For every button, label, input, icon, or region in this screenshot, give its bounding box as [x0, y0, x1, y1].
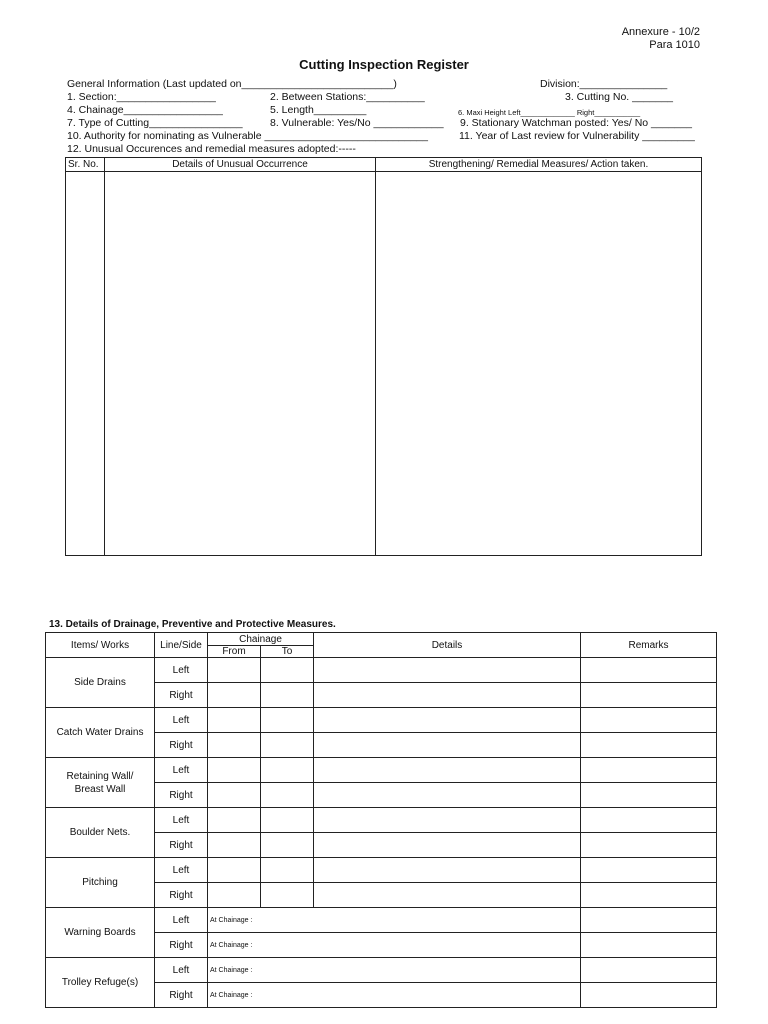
occurrence-details-cell[interactable] [105, 172, 376, 556]
remarks-cell[interactable] [581, 758, 717, 783]
side-left: Left [155, 908, 208, 933]
table-row [46, 858, 717, 883]
table-row [46, 958, 717, 983]
side-right: Right [155, 883, 208, 908]
from-cell[interactable] [208, 808, 261, 833]
remarks-cell[interactable] [581, 658, 717, 683]
annexure-label: Annexure - 10/2 [621, 26, 700, 38]
side-left: Left [155, 858, 208, 883]
from-cell[interactable] [208, 733, 261, 758]
occurrence-table [65, 157, 702, 556]
details-cell[interactable] [314, 708, 581, 733]
chainage-field: 4. Chainage_________________ [67, 104, 223, 116]
table-row [46, 808, 717, 833]
to-cell[interactable] [261, 833, 314, 858]
side-right: Right [155, 833, 208, 858]
remarks-cell[interactable] [581, 733, 717, 758]
from-cell[interactable] [208, 858, 261, 883]
details-cell[interactable] [314, 758, 581, 783]
to-cell[interactable] [261, 733, 314, 758]
from-cell[interactable] [208, 783, 261, 808]
from-cell[interactable] [208, 708, 261, 733]
remarks-cell[interactable] [581, 708, 717, 733]
item-warning-boards: Warning Boards [46, 908, 155, 958]
remarks-cell[interactable] [581, 908, 717, 933]
remarks-cell[interactable] [581, 683, 717, 708]
drainage-header-row [46, 633, 717, 646]
to-cell[interactable] [261, 883, 314, 908]
details-cell[interactable] [314, 833, 581, 858]
item-side-drains: Side Drains [46, 658, 155, 708]
remarks-cell[interactable] [581, 833, 717, 858]
item-boulder-nets: Boulder Nets. [46, 808, 155, 858]
cutting-no-field: 3. Cutting No. _______ [565, 91, 673, 103]
between-stations-field: 2. Between Stations:__________ [270, 91, 425, 103]
side-left: Left [155, 708, 208, 733]
last-review-field: 11. Year of Last review for Vulnerability _________ [459, 130, 695, 142]
items-works-header: Items/ Works [46, 633, 155, 658]
at-chainage-cell[interactable]: At Chainage : [208, 933, 581, 958]
authority-field: 10. Authority for nominating as Vulnerable ____________________________ [67, 130, 428, 142]
side-left: Left [155, 808, 208, 833]
line-side-header: Line/Side [155, 633, 208, 658]
to-cell[interactable] [261, 858, 314, 883]
at-chainage-cell[interactable]: At Chainage : [208, 958, 581, 983]
general-info-line: General Information (Last updated on__________________________) [67, 78, 397, 90]
occurrence-details-header: Details of Unusual Occurrence [105, 158, 376, 172]
vulnerable-field: 8. Vulnerable: Yes/No ____________ [270, 117, 444, 129]
chainage-header: Chainage [208, 633, 314, 646]
table-row [46, 758, 717, 783]
to-cell[interactable] [261, 783, 314, 808]
remarks-cell[interactable] [581, 858, 717, 883]
to-cell[interactable] [261, 683, 314, 708]
occurrence-header-row [66, 158, 702, 172]
item-pitching: Pitching [46, 858, 155, 908]
side-right: Right [155, 933, 208, 958]
remarks-cell[interactable] [581, 933, 717, 958]
details-header: Details [314, 633, 581, 658]
at-chainage-cell[interactable]: At Chainage : [208, 908, 581, 933]
remedial-measures-header: Strengthening/ Remedial Measures/ Action taken. [376, 158, 702, 172]
side-right: Right [155, 783, 208, 808]
remarks-cell[interactable] [581, 783, 717, 808]
sr-no-header: Sr. No. [66, 158, 105, 172]
sr-no-cell[interactable] [66, 172, 105, 556]
to-cell[interactable] [261, 808, 314, 833]
side-left: Left [155, 958, 208, 983]
details-cell[interactable] [314, 783, 581, 808]
drainage-table [45, 632, 717, 1008]
section-field: 1. Section:_________________ [67, 91, 216, 103]
side-left: Left [155, 758, 208, 783]
item-catch-water-drains: Catch Water Drains [46, 708, 155, 758]
remarks-header: Remarks [581, 633, 717, 658]
page-title: Cutting Inspection Register [299, 57, 469, 72]
details-cell[interactable] [314, 683, 581, 708]
to-cell[interactable] [261, 708, 314, 733]
from-cell[interactable] [208, 758, 261, 783]
side-right: Right [155, 683, 208, 708]
table-row [46, 708, 717, 733]
remarks-cell[interactable] [581, 958, 717, 983]
unusual-occurrences-heading: 12. Unusual Occurences and remedial measures adopted:----- [67, 143, 356, 155]
division-field: Division:_______________ [540, 78, 668, 90]
item-retaining-wall: Retaining Wall/ Breast Wall [46, 758, 155, 808]
table-row [46, 908, 717, 933]
remarks-cell[interactable] [581, 808, 717, 833]
details-cell[interactable] [314, 883, 581, 908]
length-field: 5. Length_________ [270, 104, 367, 116]
from-cell[interactable] [208, 883, 261, 908]
from-header: From [208, 646, 261, 658]
details-cell[interactable] [314, 733, 581, 758]
side-left: Left [155, 658, 208, 683]
from-cell[interactable] [208, 683, 261, 708]
side-right: Right [155, 733, 208, 758]
to-cell[interactable] [261, 758, 314, 783]
occurrence-body-row [66, 172, 702, 556]
watchman-field: 9. Stationary Watchman posted: Yes/ No _______ [460, 117, 692, 129]
to-cell[interactable] [261, 658, 314, 683]
side-right: Right [155, 983, 208, 1008]
from-cell[interactable] [208, 658, 261, 683]
table-row [46, 658, 717, 683]
remarks-cell[interactable] [581, 883, 717, 908]
details-cell[interactable] [314, 808, 581, 833]
max-height-field: 6. Maxi Height Left_____________ Right___________ [458, 108, 641, 117]
remarks-cell[interactable] [581, 983, 717, 1008]
at-chainage-cell[interactable]: At Chainage : [208, 983, 581, 1008]
type-of-cutting-field: 7. Type of Cutting________________ [67, 117, 243, 129]
para-label: Para 1010 [649, 39, 700, 51]
from-cell[interactable] [208, 833, 261, 858]
to-header: To [261, 646, 314, 658]
remedial-measures-cell[interactable] [376, 172, 702, 556]
details-cell[interactable] [314, 858, 581, 883]
section-13-title: 13. Details of Drainage, Preventive and Protective Measures. [49, 619, 336, 630]
item-trolley-refuge: Trolley Refuge(s) [46, 958, 155, 1008]
details-cell[interactable] [314, 658, 581, 683]
